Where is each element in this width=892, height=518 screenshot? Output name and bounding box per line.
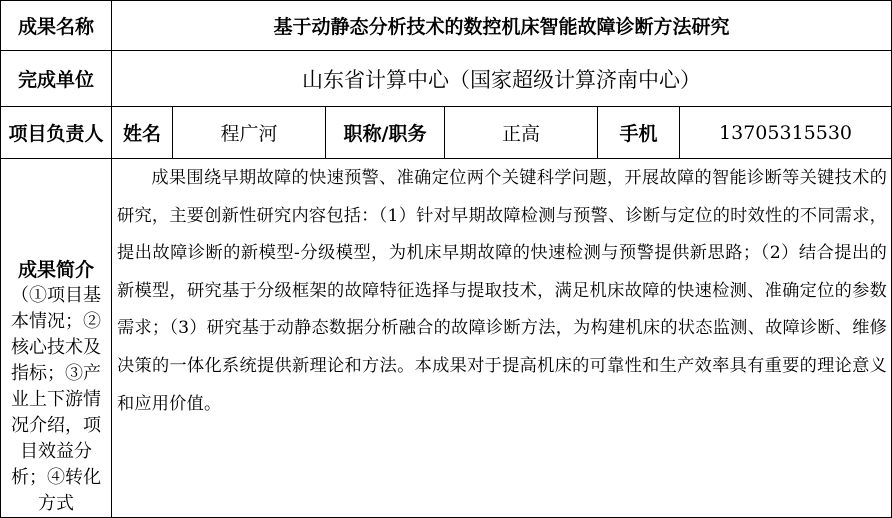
position-label: 职称/职务 [326,107,445,159]
position-value: 正高 [445,107,598,159]
row-leader [1,107,892,159]
name-label: 姓名 [112,107,173,159]
summary-note: （①项目基本情况；②核心技术及指标；③产业上下游情况介绍，项目效益分析；④转化方式 [11,285,101,514]
unit-value: 山东省计算中心（国家超级计算济南中心） [112,51,892,107]
result-name-value: 基于动静态分析技术的数控机床智能故障诊断方法研究 [112,1,892,51]
row-unit [1,51,892,107]
phone-value: 13705315530 [680,107,892,159]
leader-label: 项目负责人 [1,107,112,159]
result-name-label: 成果名称 [1,1,112,51]
summary-text-cell [112,159,892,518]
phone-label: 手机 [598,107,680,159]
summary-label-cell [1,159,112,518]
unit-label: 完成单位 [1,51,112,107]
name-value: 程广河 [173,107,326,159]
summary-text: 成果围绕早期故障的快速预警、准确定位两个关键科学问题，开展故障的智能诊断等关键技术的研究，主要创新性研究内容包括：（1）针对早期故障检测与预警、诊断与定位的时效性的不同需求，提出故障诊断的新模型-分级模型，为机床早期故障的快速检测与预警提供新思路；（2）结合提出的新模型，研究基于分级框架的故障特征选择与提取技术，满足机床故障的快速检测、准确定位的参数需求；（3）研究基于动静态数据分析融合的故障诊断方法，为构建机床的状态监测、故障诊断、维修决策的一体化系统提供新理论和方法。本成果对于提高机床的可靠性和生产效率具有重要的理论意义和应用价值。 [117,168,888,414]
row-result-name [1,1,892,51]
row-summary [1,159,892,518]
summary-label: 成果简介 [17,259,94,281]
